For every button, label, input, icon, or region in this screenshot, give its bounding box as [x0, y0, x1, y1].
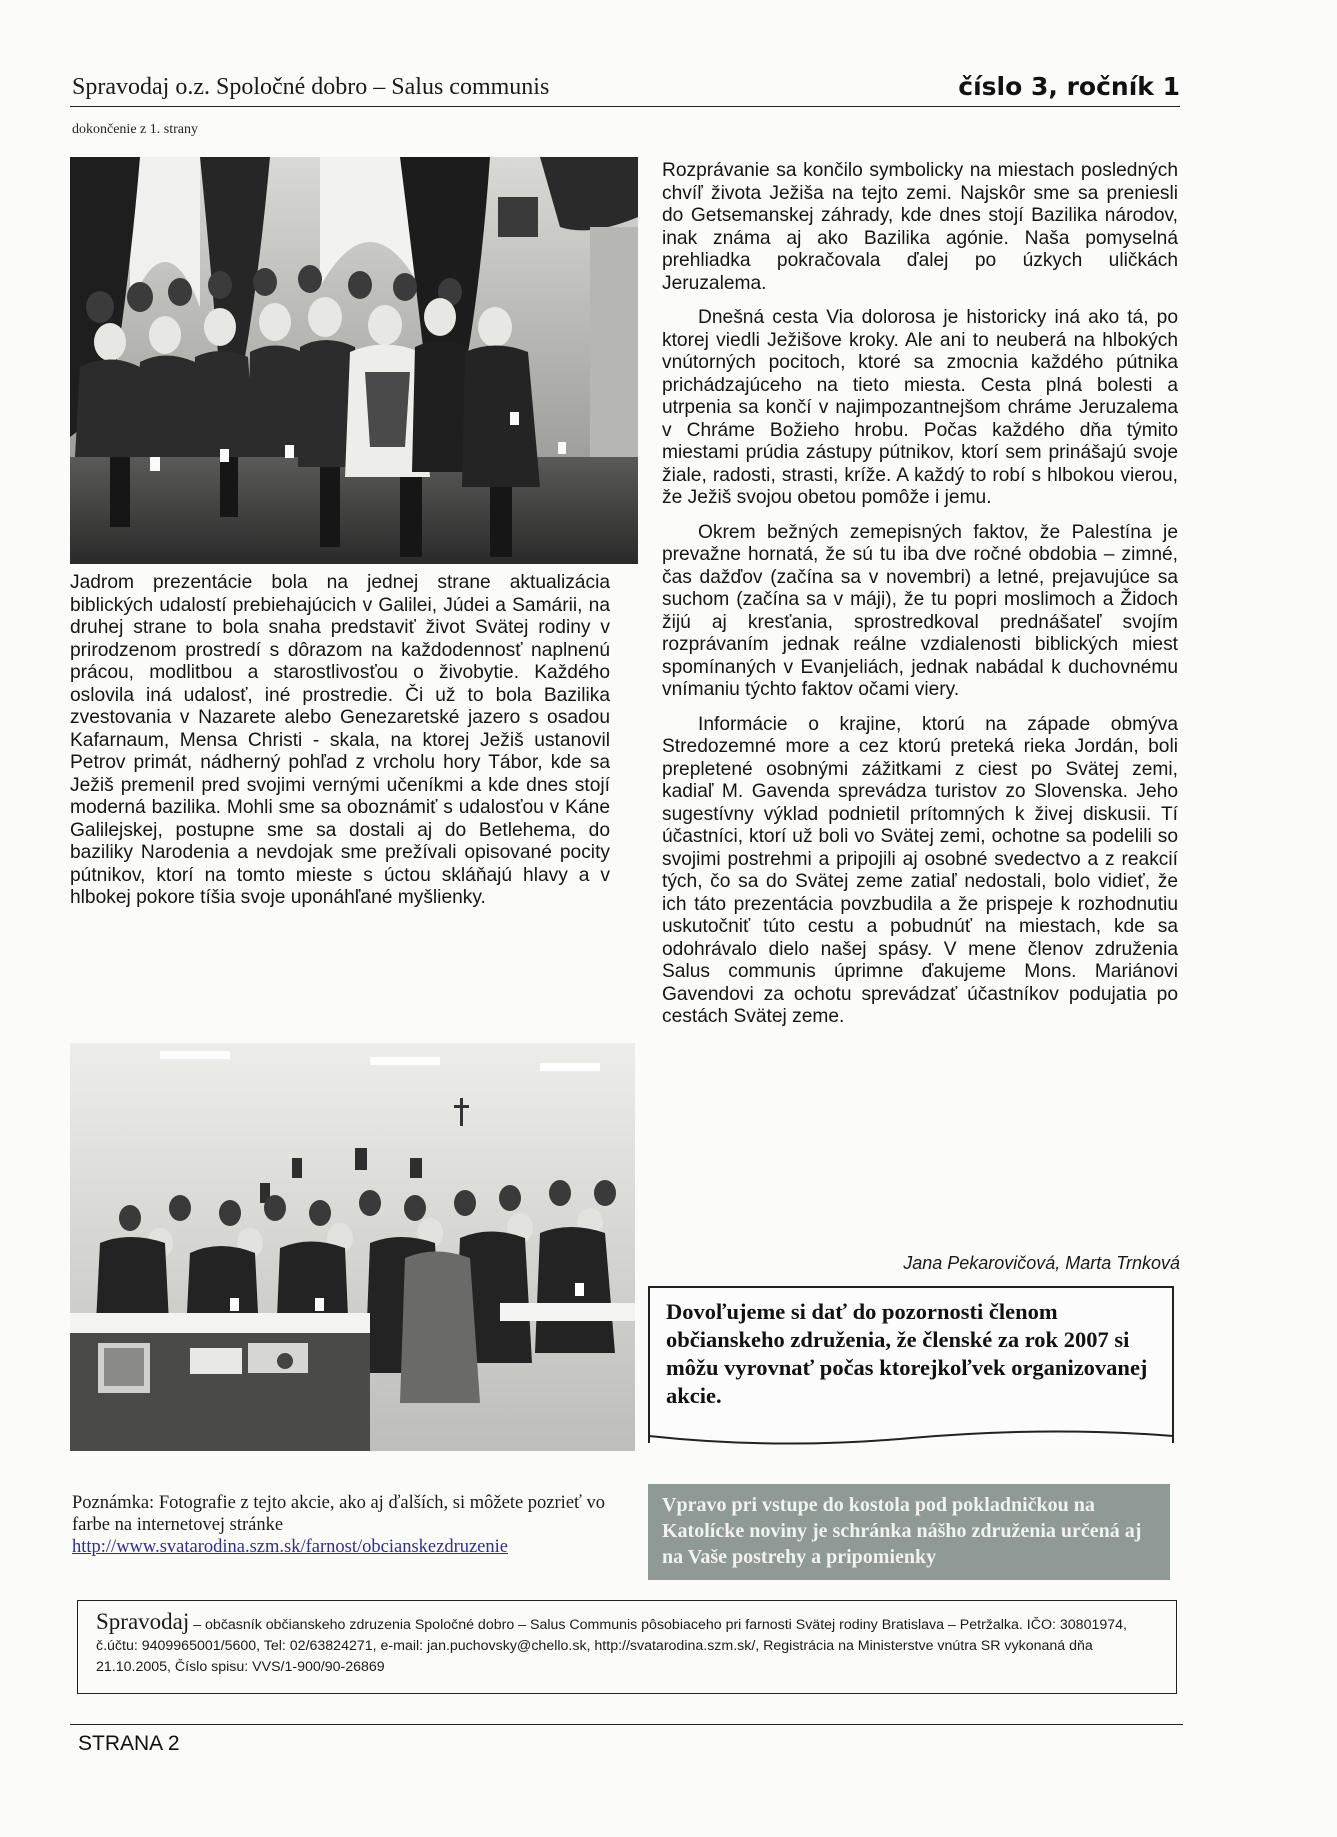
photo-audience-hall [70, 157, 638, 564]
masthead-title: Spravodaj [96, 1609, 190, 1634]
footer-rule [70, 1724, 1183, 1725]
mailbox-notice-box [648, 1484, 1170, 1580]
membership-notice-text: Dovoľujeme si dať do pozornosti členom občianskeho združenia, že členské za rok 2007 si môžu vyrovnať počas ktorejkoľvek organizovanej akcie. [666, 1299, 1148, 1408]
header-rule [70, 106, 1180, 107]
notice-wave-border [648, 1428, 1174, 1450]
photo-audience-hall-image [70, 157, 638, 564]
article-authors: Jana Pekarovičová, Marta Trnková [903, 1253, 1180, 1273]
article-paragraph: Dnešná cesta Via dolorosa je historicky iná ako tá, po ktorej viedli Ježišove kroky. Ale ani to neuberá na hlbokých vnútorných pocitoch, ktoré sa zmocnia každého pútnika prichádzajúceho na tieto miesta. Cesta plná bolesti a utrpenia sa končí v najimpozantnejšom chráme Jeruzalema v Chráme Božieho hrobu. Počas každého dňa týmito miestami prúdia zástupy pútnikov, ktorí sem prinášajú svoje žiale, radosti, strasti, kríže. A každý to robí s hlbokou vierou, že Ježiš svojou obetou pomôže i jemu. [662, 307, 1178, 508]
article-paragraph: Okrem bežných zemepisných faktov, že Palestína je prevažne hornatá, že sú tu iba dve ročné obdobia – zimné, čas dažďov (začína sa v novembri) a letné, prejavujúce sa suchom (začína sa v máji), že tu popri moslimoch a Židoch žijú aj kresťania, sprostredkoval prednášateľ svojím rozprávaním jednak reálne vzdialenosti biblických miest spomínaných v Evanjeliách, jednak nabádal k duchovnému vnímaniu týchto faktov očami viery. [662, 521, 1178, 700]
page-number: STRANA 2 [78, 1732, 180, 1755]
masthead-text [96, 1611, 1161, 1678]
photo-audience-tables [70, 1043, 635, 1451]
article-right-column [662, 160, 1178, 1041]
article-paragraph: Informácie o krajine, ktorú na západe obmýva Stredozemné more a cez ktorú preteká rieka Jordán, boli prepletené osobnými zážitkami z ciest po Svätej zemi, kadiaľ M. Gavenda sprevádza turistov zo Slovenska. Jeho sugestívny výklad podnietil prítomných k živej diskusii. Tí účastníci, ktorí už boli vo Svätej zemi, ochotne sa podelili so svojimi postrehmi a pripojili aj osobné svedectvo a z reakcií tých, čo sa do Svätej zeme zatiaľ nedostali, bolo vidieť, že ich táto prezentácia povzbudila a že prispeje k rozhodnutiu uskutočniť túto cestu a pobudnúť na miestach, kde sa odohrávalo dielo našej spásy. V mene členov združenia Salus communis úprimne ďakujeme Mons. Mariánovi Gavendovi za ochotu sprevádzať účastníkov podujatia po cestách Svätej zeme. [662, 713, 1178, 1027]
article-paragraph: Rozprávanie sa končilo symbolicky na miestach posledných chvíľ života Ježiša na tejto zemi. Najskôr sme sa preniesli do Getsemanskej záhrady, kde dnes stojí Bazilika národov, inak známa aj ako Bazilika agónie. Naša pomyselná prehliadka pokračovala ďalej po úzkych uličkách Jeruzalema. [662, 160, 1178, 294]
photo-note-text: Poznámka: Fotografie z tejto akcie, ako aj ďalších, si môžete pozrieť vo farbe na internetovej stránke [72, 1493, 606, 1535]
membership-notice-box [648, 1286, 1174, 1443]
masthead-details: – občasník občianskeho zdruzenia Spoločné dobro – Salus Communis pôsobiaceho pri farnosti Svätej rodiny Bratislava – Petržalka. IČO: 30801974, č.účtu: 9409965001/5600, Tel: 02/63824271, e-mail: jan.puchovsky@chello.sk, http://svatarodina.szm.sk/, Registrácia na Ministerstve vnútra SR vykonaná dňa 21.10.2005, Číslo spisu: VVS/1-900/90-26869 [96, 1617, 1127, 1675]
article-left-column [70, 572, 610, 910]
issue-number: číslo 3, ročník 1 [958, 72, 1180, 101]
article-paragraph: Jadrom prezentácie bola na jednej strane aktualizácia biblických udalostí prebiehajúcich v Galilei, Júdei a Samárii, na druhej strane to bola snaha predstaviť život Svätej rodiny v prirodzenom prostredí s dôrazom na každodennosť naplnenú prácou, modlitbou a starostlivosťou o živobytie. Každého oslovila iná udalosť, iné prostredie. Či už to bola Bazilika zvestovania v Nazarete alebo Genezaretské jazero s osadou Kafarnaum, Mensa Christi - skala, na ktorej Ježiš ustanovil Petrov primát, nádherný pohľad z vrcholu hory Tábor, kde sa Ježiš premenil pred svojimi vernými učeníkmi a kde dnes stojí moderná bazilika. Mohli sme sa oboznámiť s udalosťou v Káne Galilejskej, postupne sme sa dostali aj do Betlehema, do baziliky Narodenia a nevdojak sme prežívali opisované pocity pútnikov, ktorí na tomto mieste s úctou skláňajú hlavy a v hlbokej pokore tíšia svoje uponáhľané myšlienky. [70, 572, 610, 908]
masthead-box [77, 1600, 1177, 1694]
mailbox-notice-text: Vpravo pri vstupe do kostola pod pokladničkou na Katolícke noviny je schránka nášho združenia určená aj na Vaše postrehy a pripomienky [662, 1494, 1142, 1568]
photo-audience-tables-image [70, 1043, 635, 1451]
photo-note [72, 1492, 632, 1558]
publication-title: Spravodaj o.z. Spoločné dobro – Salus communis [72, 74, 550, 100]
photo-gallery-link[interactable]: http://www.svatarodina.szm.sk/farnost/obcianskezdruzenie [72, 1537, 508, 1557]
continued-note: dokončenie z 1. strany [72, 122, 198, 137]
